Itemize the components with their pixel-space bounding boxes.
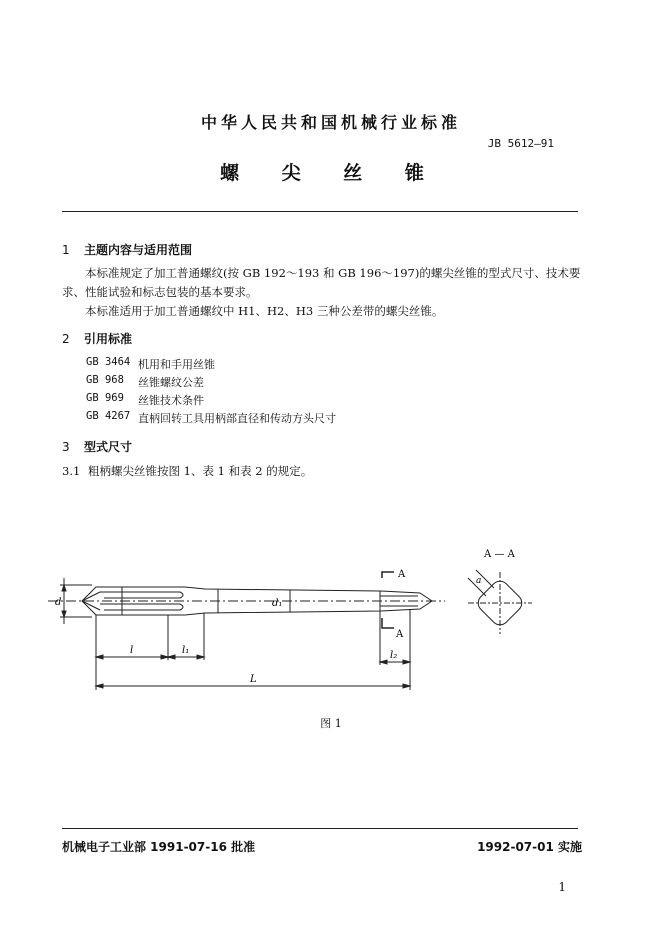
label-d: d <box>55 597 62 608</box>
reference-title: 直柄回转工具用柄部直径和传动方头尺寸 <box>138 412 336 425</box>
header-rule <box>62 211 578 212</box>
label-L: L <box>250 674 257 685</box>
clause-text: 粗柄螺尖丝锥按图 1、表 1 和表 2 的规定。 <box>88 464 313 478</box>
figure-1-drawing <box>0 540 662 710</box>
reference-title: 丝锥技术条件 <box>138 394 204 407</box>
section-1-paragraph-2: 本标准适用于加工普通螺纹中 H1、H2、H3 三种公差带的螺尖丝锥。 <box>85 304 444 318</box>
reference-item <box>86 410 336 426</box>
label-l1: l₁ <box>182 645 190 656</box>
reference-code: GB 968 <box>86 374 124 386</box>
section-1-paragraph-1: 本标准规定了加工普通螺纹(按 GB 192～193 和 GB 196～197)的螺尖丝锥的型式尺寸、技术要求、性能试验和标志包装的基本要求。 <box>62 266 581 299</box>
label-l: l <box>130 645 134 656</box>
section-mark-bottom <box>382 618 394 628</box>
reference-item <box>86 374 204 390</box>
section-mark-top <box>382 572 394 578</box>
reference-title: 机用和手用丝锥 <box>138 358 215 371</box>
effective-date: 1992-07-01 实施 <box>477 840 582 854</box>
issue-date: 机械电子工业部 1991-07-16 批准 <box>62 840 256 854</box>
reference-code: GB 4267 <box>86 410 131 422</box>
section-title: 型式尺寸 <box>84 440 133 454</box>
section-title: 主题内容与适用范围 <box>84 243 193 257</box>
figure-caption: 图 1 <box>320 717 342 730</box>
section-number: 2 <box>62 332 70 346</box>
label-a: a <box>476 576 482 586</box>
label-l2: l₂ <box>390 650 398 661</box>
clause-number: 3.1 <box>62 464 81 478</box>
footer-rule <box>62 828 578 829</box>
org-standard-heading: 中华人民共和国机械行业标准 <box>200 113 461 132</box>
section-number: 3 <box>62 440 70 454</box>
section-2-heading <box>62 330 132 347</box>
reference-item <box>86 356 215 372</box>
section-label-aa: A — A <box>484 549 515 560</box>
section-number: 1 <box>62 243 70 257</box>
section-3-heading <box>62 438 132 455</box>
clause-3-1 <box>62 462 462 481</box>
section-1-heading <box>62 241 192 258</box>
reference-code: GB 969 <box>86 392 124 404</box>
standard-number: JB 5612—91 <box>487 137 554 150</box>
label-A-top: A <box>398 569 406 580</box>
reference-title: 丝锥螺纹公差 <box>138 376 204 389</box>
page-number: 1 <box>558 880 566 894</box>
document-title: 螺 尖 丝 锥 <box>220 162 442 184</box>
section-title: 引用标准 <box>84 332 133 346</box>
label-d1: d₁ <box>272 598 283 609</box>
label-A-bottom: A <box>396 629 404 640</box>
reference-item <box>86 392 204 408</box>
reference-code: GB 3464 <box>86 356 131 368</box>
